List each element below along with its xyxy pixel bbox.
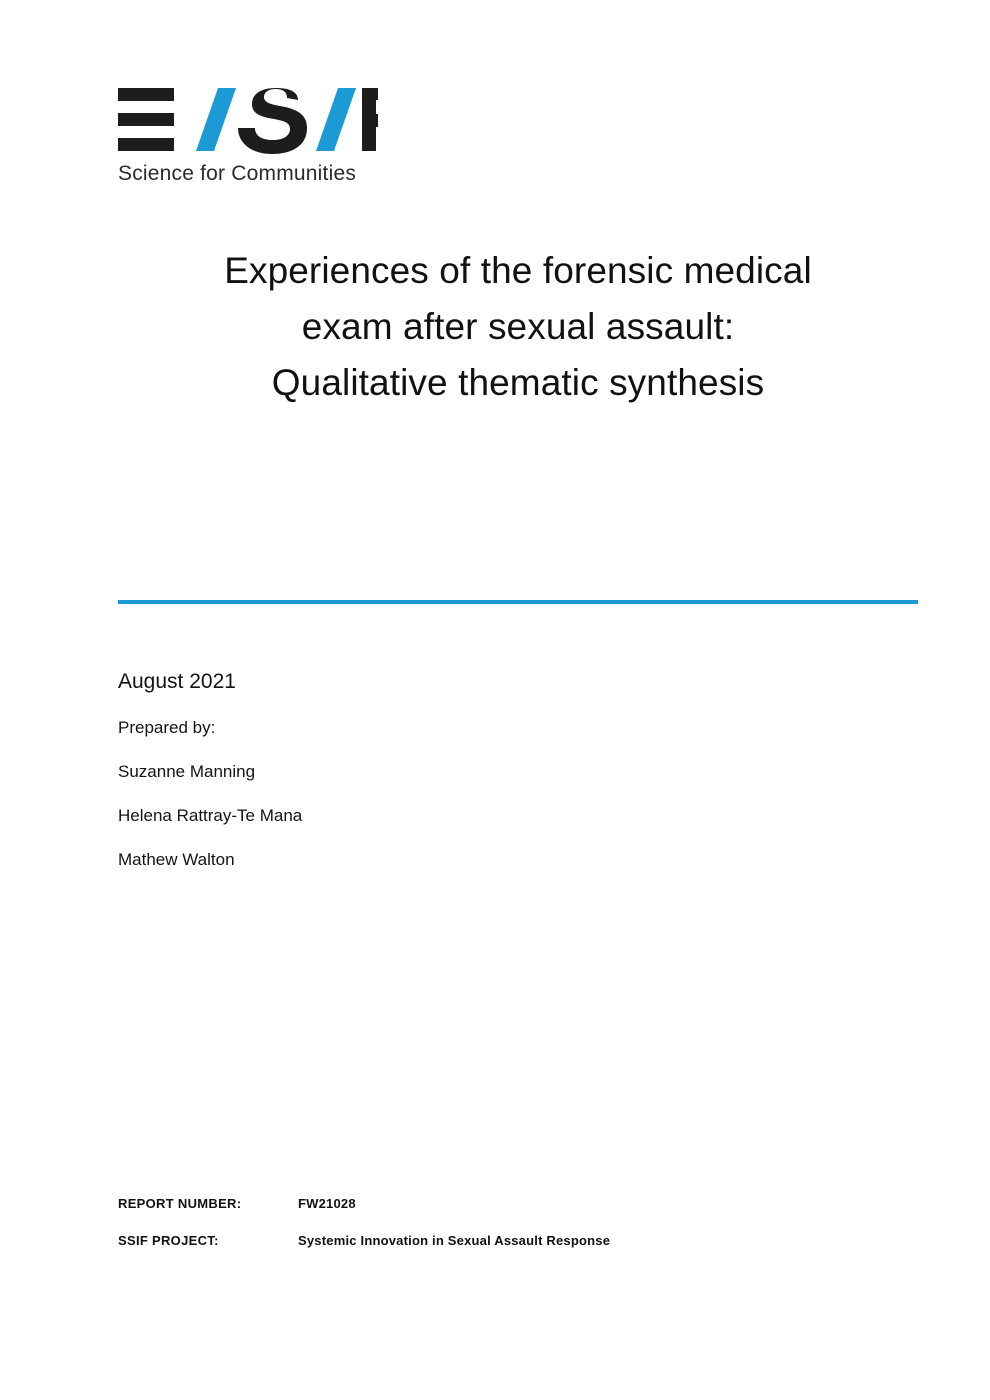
title-line-1: Experiences of the forensic medical: [224, 250, 812, 291]
ssif-project-value: Systemic Innovation in Sexual Assault Response: [298, 1233, 611, 1248]
report-number-label: REPORT NUMBER:: [118, 1196, 242, 1211]
report-number-value: FW21028: [298, 1196, 356, 1211]
title-line-3: Qualitative thematic synthesis: [271, 362, 765, 404]
divider: [118, 600, 918, 604]
page-title: [118, 243, 918, 412]
esr-wordmark-icon: [118, 82, 378, 158]
title-line-2: exam after sexual assault:: [301, 306, 735, 348]
ssif-project-row: [118, 1233, 878, 1248]
report-number-row: [118, 1196, 878, 1211]
publication-date: August 2021: [118, 670, 236, 693]
author-name: Helena Rattray-Te Mana: [118, 806, 303, 825]
logo-tagline: Science for Communities: [118, 162, 357, 185]
author-name: Suzanne Manning: [118, 762, 256, 781]
author-name: Mathew Walton: [118, 850, 235, 869]
report-identifiers: [118, 1196, 878, 1270]
organisation-logo: [118, 82, 518, 186]
ssif-project-label: SSIF PROJECT:: [118, 1233, 219, 1248]
prepared-by-label: Prepared by:: [118, 718, 216, 737]
document-metadata: [118, 670, 878, 894]
